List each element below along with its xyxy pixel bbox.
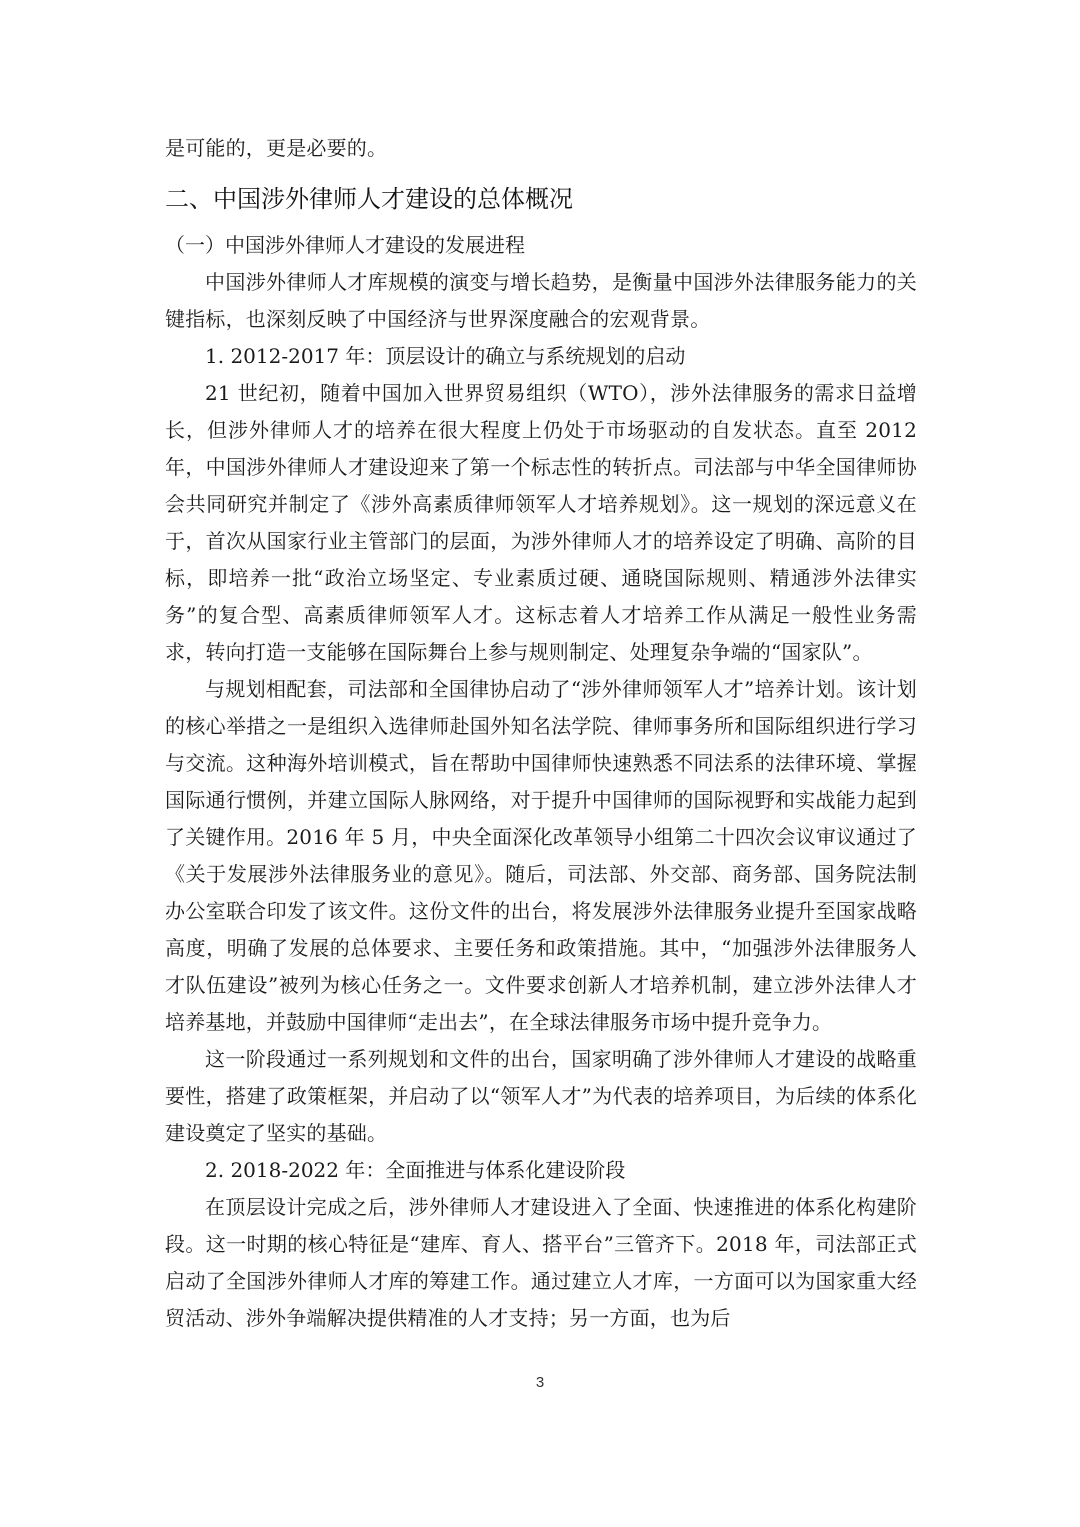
- subsection-heading: （一）中国涉外律师人才建设的发展进程: [165, 233, 525, 257]
- section-heading: 二、中国涉外律师人才建设的总体概况: [165, 185, 573, 213]
- page-number: 3: [535, 1374, 545, 1391]
- paragraph-stage1-b: 与规划相配套，司法部和全国律协启动了“涉外律师领军人才”培养计划。该计划的核心举措之一是组织入选律师赴国外知名法学院、律师事务所和国际组织进行学习与交流。这种海外培训模式，旨在帮助中国律师快速熟悉不同法系的法律环境、掌握国际通行惯例，并建立国际人脉网络，对于提升中国律师的国际视野和实战能力起到了关键作用。2016 年 5 月，中央全面深化改革领导小组第二十四次会议审议通过了《关于发展涉外法律服务业的意见》。随后，司法部、外交部、商务部、国务院法制办公室联合印发了该文件。这份文件的出台，将发展涉外法律服务业提升至国家战略高度，明确了发展的总体要求、主要任务和政策措施。其中，“加强涉外法律服务人才队伍建设”被列为核心任务之一。文件要求创新人才培养机制，建立涉外法律人才培养基地，并鼓励中国律师“走出去”，在全球法律服务市场中提升竞争力。: [165, 677, 917, 1034]
- paragraph-stage2-a: 在顶层设计完成之后，涉外律师人才建设进入了全面、快速推进的体系化构建阶段。这一时期的核心特征是“建库、育人、搭平台”三管齐下。2018 年，司法部正式启动了全国涉外律师人才库的筹建工作。通过建立人才库，一方面可以为国家重大经贸活动、涉外争端解决提供精准的人才支持；另一方面，也为后: [165, 1195, 917, 1330]
- paragraph-stage1-c: 这一阶段通过一系列规划和文件的出台，国家明确了涉外律师人才建设的战略重要性，搭建了政策框架，并启动了以“领军人才”为代表的培养项目，为后续的体系化建设奠定了坚实的基础。: [165, 1047, 917, 1145]
- page-body: [165, 130, 917, 1337]
- stage-heading-2: 2. 2018-2022 年：全面推进与体系化建设阶段: [205, 1158, 626, 1182]
- paragraph-stage1-a: 21 世纪初，随着中国加入世界贸易组织（WTO），涉外法律服务的需求日益增长，但涉外律师人才的培养在很大程度上仍处于市场驱动的自发状态。直至 2012 年，中国涉外律师人才建设迎来了第一个标志性的转折点。司法部与中华全国律师协会共同研究并制定了《涉外高素质律师领军人才培养规划》。这一规划的深远意义在于，首次从国家行业主管部门的层面，为涉外律师人才的培养设定了明确、高阶的目标，即培养一批“政治立场坚定、专业素质过硬、通晓国际规则、精通涉外法律实务”的复合型、高素质律师领军人才。这标志着人才培养工作从满足一般性业务需求，转向打造一支能够在国际舞台上参与规则制定、处理复杂争端的“国家队”。: [165, 381, 917, 664]
- stage-heading-1: 1. 2012-2017 年：顶层设计的确立与系统规划的启动: [205, 344, 686, 368]
- paragraph-intro: 中国涉外律师人才库规模的演变与增长趋势，是衡量中国涉外法律服务能力的关键指标，也深刻反映了中国经济与世界深度融合的宏观背景。: [165, 270, 917, 331]
- paragraph-continuation: 是可能的，更是必要的。: [165, 136, 388, 160]
